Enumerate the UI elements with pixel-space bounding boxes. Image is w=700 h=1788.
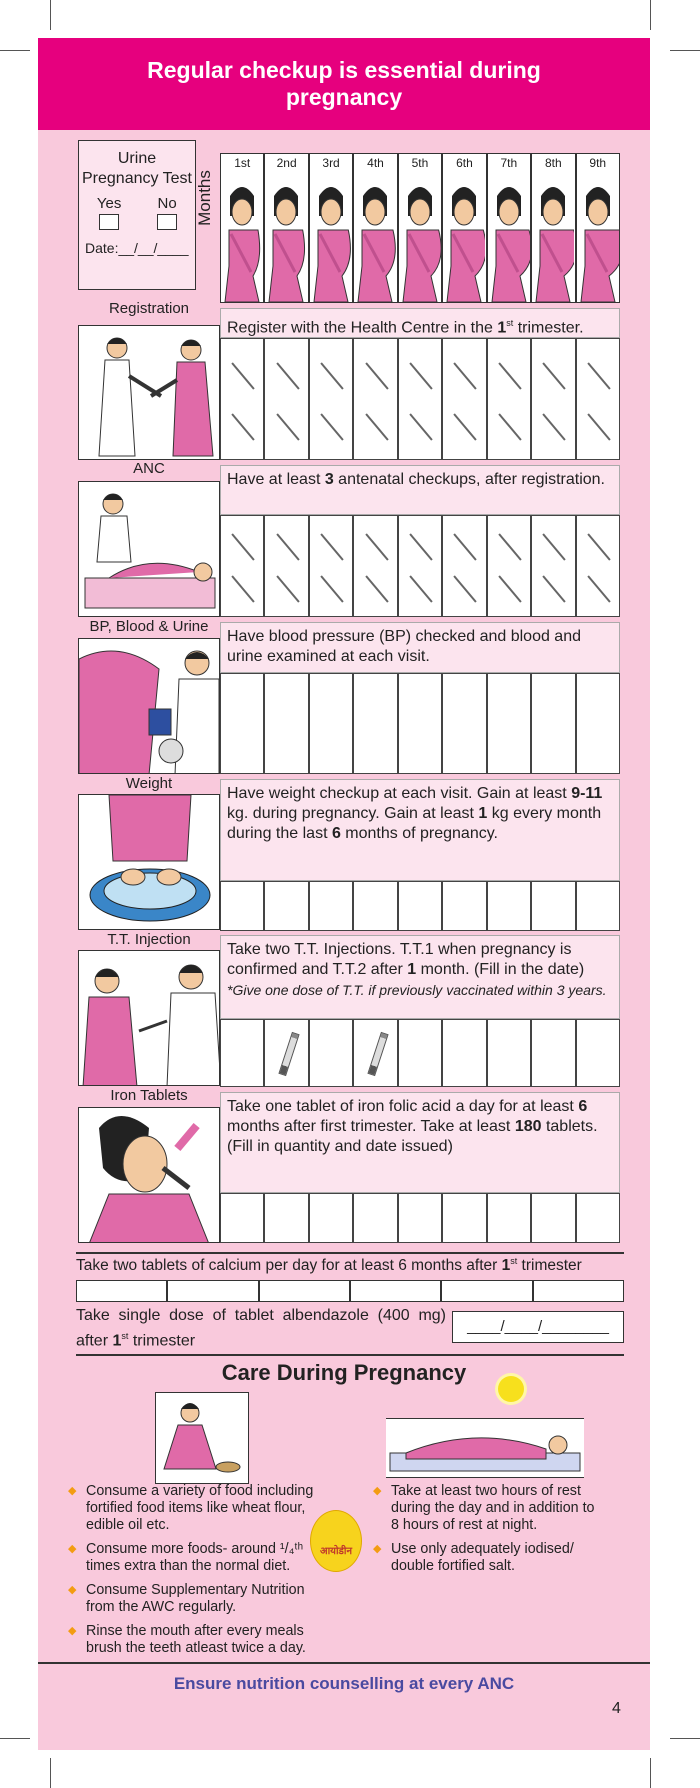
calcium-box[interactable] <box>167 1280 258 1302</box>
month-box[interactable] <box>353 338 397 460</box>
slash-mark <box>587 533 610 560</box>
slash-mark <box>232 413 255 440</box>
month-column <box>398 153 442 303</box>
month-column <box>353 153 397 303</box>
pregnant-woman-figure <box>310 176 352 302</box>
month-box[interactable] <box>442 673 486 774</box>
tt-month-boxes <box>220 1019 620 1087</box>
urine-pregnancy-test-box <box>78 140 196 290</box>
sun-icon <box>498 1376 524 1402</box>
calcium-instruction: Take two tablets of calcium per day for at least 6 months after 1st trimester <box>76 1256 582 1275</box>
crop-mark <box>0 50 30 51</box>
pregnant-woman-figure <box>577 176 619 302</box>
albendazole-instruction: Take single dose of tablet albendazole (400 mg) after 1st trimester <box>76 1307 446 1350</box>
slash-mark <box>409 533 432 560</box>
month-box[interactable] <box>220 338 264 460</box>
care-title: Care During Pregnancy <box>221 1360 467 1385</box>
syringe-icon <box>367 1032 388 1076</box>
month-box[interactable] <box>264 338 308 460</box>
crop-mark <box>650 1758 651 1788</box>
slash-mark <box>276 533 299 560</box>
divider <box>76 1252 624 1254</box>
pregnant-woman-figure <box>265 176 307 302</box>
syringe-icon <box>278 1032 299 1076</box>
month-box[interactable] <box>531 1019 575 1087</box>
care-list-right <box>373 1483 603 1582</box>
month-label: 5th <box>411 156 429 170</box>
crop-mark <box>50 0 51 30</box>
slash-mark <box>232 362 255 389</box>
pregnant-woman-figure <box>488 176 530 302</box>
month-box[interactable] <box>398 1019 442 1087</box>
crop-mark <box>670 50 700 51</box>
slash-mark <box>498 362 521 389</box>
slash-mark <box>454 362 477 389</box>
iodine-logo: आयोडीन <box>310 1510 362 1572</box>
slash-mark <box>543 533 566 560</box>
calcium-box[interactable] <box>76 1280 167 1302</box>
calcium-box[interactable] <box>259 1280 350 1302</box>
no-checkbox[interactable] <box>157 214 177 230</box>
bp-illustration <box>78 638 220 774</box>
month-box[interactable] <box>264 881 308 931</box>
month-box[interactable] <box>353 515 397 617</box>
slash-mark <box>498 413 521 440</box>
slash-mark <box>409 362 432 389</box>
weight-illustration <box>78 794 220 930</box>
list-item: ◆ Consume Supplementary Nutrition from the AWC regularly. <box>68 1582 318 1616</box>
month-box[interactable] <box>398 1193 442 1243</box>
slash-mark <box>320 413 343 440</box>
month-box[interactable] <box>309 1193 353 1243</box>
page-title: Regular checkup is essential during pregnancy <box>147 57 541 110</box>
month-box[interactable] <box>531 881 575 931</box>
slash-mark <box>276 362 299 389</box>
month-box[interactable] <box>576 515 620 617</box>
slash-mark <box>232 533 255 560</box>
slash-mark <box>320 533 343 560</box>
month-box[interactable] <box>487 1019 531 1087</box>
booklet-page <box>38 38 650 1750</box>
month-box[interactable] <box>487 881 531 931</box>
month-box[interactable] <box>531 515 575 617</box>
urine-test-date-field[interactable]: Date:__/__/____ <box>85 240 189 256</box>
month-box[interactable] <box>531 338 575 460</box>
bp-title: BP, Blood & Urine <box>89 618 209 635</box>
month-label: 1st <box>234 156 251 170</box>
anc-month-boxes <box>220 515 620 617</box>
month-box[interactable] <box>353 881 397 931</box>
yes-checkbox[interactable] <box>99 214 119 230</box>
month-column <box>576 153 620 303</box>
month-box[interactable] <box>398 338 442 460</box>
month-box[interactable] <box>353 673 397 774</box>
month-box[interactable] <box>220 515 264 617</box>
anc-title: ANC <box>133 460 165 477</box>
tt-injection-illustration <box>78 950 220 1086</box>
bp-instruction: Have blood pressure (BP) checked and blood and urine examined at each visit. <box>220 622 620 673</box>
slash-mark <box>543 576 566 603</box>
calcium-box[interactable] <box>350 1280 441 1302</box>
month-box[interactable] <box>220 881 264 931</box>
month-box[interactable] <box>576 881 620 931</box>
weight-instruction: Have weight checkup at each visit. Gain at least 9-11 kg. during pregnancy. Gain at least 1 kg every month during the last 6 months of pregnancy. <box>220 779 620 881</box>
crop-mark <box>670 1738 700 1739</box>
month-box[interactable] <box>220 1193 264 1243</box>
slash-mark <box>454 576 477 603</box>
month-label: 2nd <box>276 156 297 170</box>
pregnant-woman-figure <box>443 176 485 302</box>
month-column <box>487 153 531 303</box>
slash-mark <box>587 576 610 603</box>
slash-mark <box>232 576 255 603</box>
month-box[interactable] <box>442 1019 486 1087</box>
month-column <box>309 153 353 303</box>
footer-divider <box>38 1662 650 1664</box>
month-box[interactable] <box>353 1019 397 1087</box>
calcium-box[interactable] <box>441 1280 532 1302</box>
month-box[interactable] <box>309 673 353 774</box>
list-item: ◆ Consume more foods- around ¹/₄ᵗʰ times extra than the normal diet. <box>68 1541 318 1575</box>
tt-instruction: Take two T.T. Injections. T.T.1 when pregnancy is confirmed and T.T.2 after 1 month. (Fill in the date) *Give one dose of T.T. if previously vaccinated within 3 years. <box>220 935 620 1019</box>
albendazole-date-field[interactable]: ____/____/________ <box>452 1311 624 1343</box>
month-box[interactable] <box>442 881 486 931</box>
list-item: ◆ Consume a variety of food including fortified food items like wheat flour, edible oil etc. <box>68 1483 318 1534</box>
pregnant-woman-figure <box>532 176 574 302</box>
month-column <box>220 153 264 303</box>
crop-mark <box>650 0 651 30</box>
month-columns <box>220 153 620 303</box>
month-label: 9th <box>589 156 607 170</box>
month-column <box>442 153 486 303</box>
slash-mark <box>365 362 388 389</box>
tt-injection-title: T.T. Injection <box>107 931 191 948</box>
iron-month-boxes <box>220 1193 620 1243</box>
list-item: ◆ Rinse the mouth after every meals brush the teeth atleast twice a day. <box>68 1623 318 1657</box>
month-box[interactable] <box>264 515 308 617</box>
slash-mark <box>276 413 299 440</box>
tt-note: *Give one dose of T.T. if previously vaccinated within 3 years. <box>227 982 607 998</box>
calcium-boxes <box>76 1280 624 1302</box>
month-box[interactable] <box>487 515 531 617</box>
crop-mark <box>50 1758 51 1788</box>
month-box[interactable] <box>487 1193 531 1243</box>
no-label: No <box>157 195 177 212</box>
months-label: Months <box>195 170 214 226</box>
slash-mark <box>543 413 566 440</box>
slash-mark <box>498 533 521 560</box>
month-box[interactable] <box>309 515 353 617</box>
pregnant-woman-figure <box>399 176 441 302</box>
month-box[interactable] <box>442 338 486 460</box>
month-box[interactable] <box>220 673 264 774</box>
month-box[interactable] <box>264 1019 308 1087</box>
pregnant-woman-figure <box>221 176 263 302</box>
month-box[interactable] <box>487 338 531 460</box>
month-box[interactable] <box>576 673 620 774</box>
month-box[interactable] <box>220 1019 264 1087</box>
month-box[interactable] <box>353 1193 397 1243</box>
month-box[interactable] <box>442 1193 486 1243</box>
month-box[interactable] <box>531 673 575 774</box>
iron-instruction: Take one tablet of iron folic acid a day for at least 6 months after first trimester. Take at least 180 tablets. (Fill in quantity and date issued) <box>220 1092 620 1193</box>
registration-instruction: Register with the Health Centre in the 1st trimester. <box>220 308 620 338</box>
resting-woman-illustration <box>386 1418 584 1478</box>
slash-mark <box>365 576 388 603</box>
urine-test-title: Urine Pregnancy Test <box>82 150 192 187</box>
eating-woman-illustration <box>155 1392 249 1484</box>
footer-message: Ensure nutrition counselling at every ANC <box>173 1674 515 1693</box>
slash-mark <box>409 413 432 440</box>
bp-month-boxes <box>220 673 620 774</box>
month-box[interactable] <box>531 1193 575 1243</box>
month-label: 3rd <box>322 156 340 170</box>
list-item: ◆ Take at least two hours of rest during the day and in addition to 8 hours of rest at night. <box>373 1483 603 1534</box>
slash-mark <box>276 576 299 603</box>
anc-instruction: Have at least 3 antenatal checkups, after registration. <box>220 465 620 515</box>
month-box[interactable] <box>309 881 353 931</box>
registration-title: Registration <box>108 300 190 317</box>
slash-mark <box>587 413 610 440</box>
month-box[interactable] <box>398 881 442 931</box>
month-column <box>531 153 575 303</box>
page-header <box>38 38 650 130</box>
registration-month-boxes <box>220 338 620 460</box>
calcium-box[interactable] <box>533 1280 624 1302</box>
weight-title: Weight <box>125 775 173 792</box>
month-box[interactable] <box>398 673 442 774</box>
slash-mark <box>587 362 610 389</box>
month-box[interactable] <box>576 1193 620 1243</box>
month-label: 8th <box>544 156 562 170</box>
month-box[interactable] <box>309 338 353 460</box>
divider <box>76 1354 624 1356</box>
pregnant-woman-figure <box>354 176 396 302</box>
month-box[interactable] <box>264 673 308 774</box>
month-box[interactable] <box>576 338 620 460</box>
month-box[interactable] <box>398 515 442 617</box>
month-label: 4th <box>367 156 384 170</box>
slash-mark <box>454 413 477 440</box>
slash-mark <box>498 576 521 603</box>
month-box[interactable] <box>576 1019 620 1087</box>
slash-mark <box>320 576 343 603</box>
month-box[interactable] <box>309 1019 353 1087</box>
registration-illustration <box>78 325 220 460</box>
slash-mark <box>543 362 566 389</box>
slash-mark <box>365 533 388 560</box>
month-box[interactable] <box>442 515 486 617</box>
yes-label: Yes <box>96 195 122 212</box>
slash-mark <box>409 576 432 603</box>
month-label: 7th <box>500 156 518 170</box>
slash-mark <box>320 362 343 389</box>
month-box[interactable] <box>264 1193 308 1243</box>
weight-month-boxes <box>220 881 620 931</box>
iron-tablets-illustration <box>78 1107 220 1243</box>
iron-tablets-title: Iron Tablets <box>110 1087 188 1104</box>
care-list-left <box>68 1483 318 1664</box>
month-column <box>264 153 308 303</box>
anc-illustration <box>78 481 220 617</box>
page-number: 4 <box>612 1700 621 1717</box>
list-item: ◆ Use only adequately iodised/ double fortified salt. <box>373 1541 603 1575</box>
slash-mark <box>454 533 477 560</box>
slash-mark <box>365 413 388 440</box>
month-label: 6th <box>456 156 473 170</box>
crop-mark <box>0 1738 30 1739</box>
month-box[interactable] <box>487 673 531 774</box>
